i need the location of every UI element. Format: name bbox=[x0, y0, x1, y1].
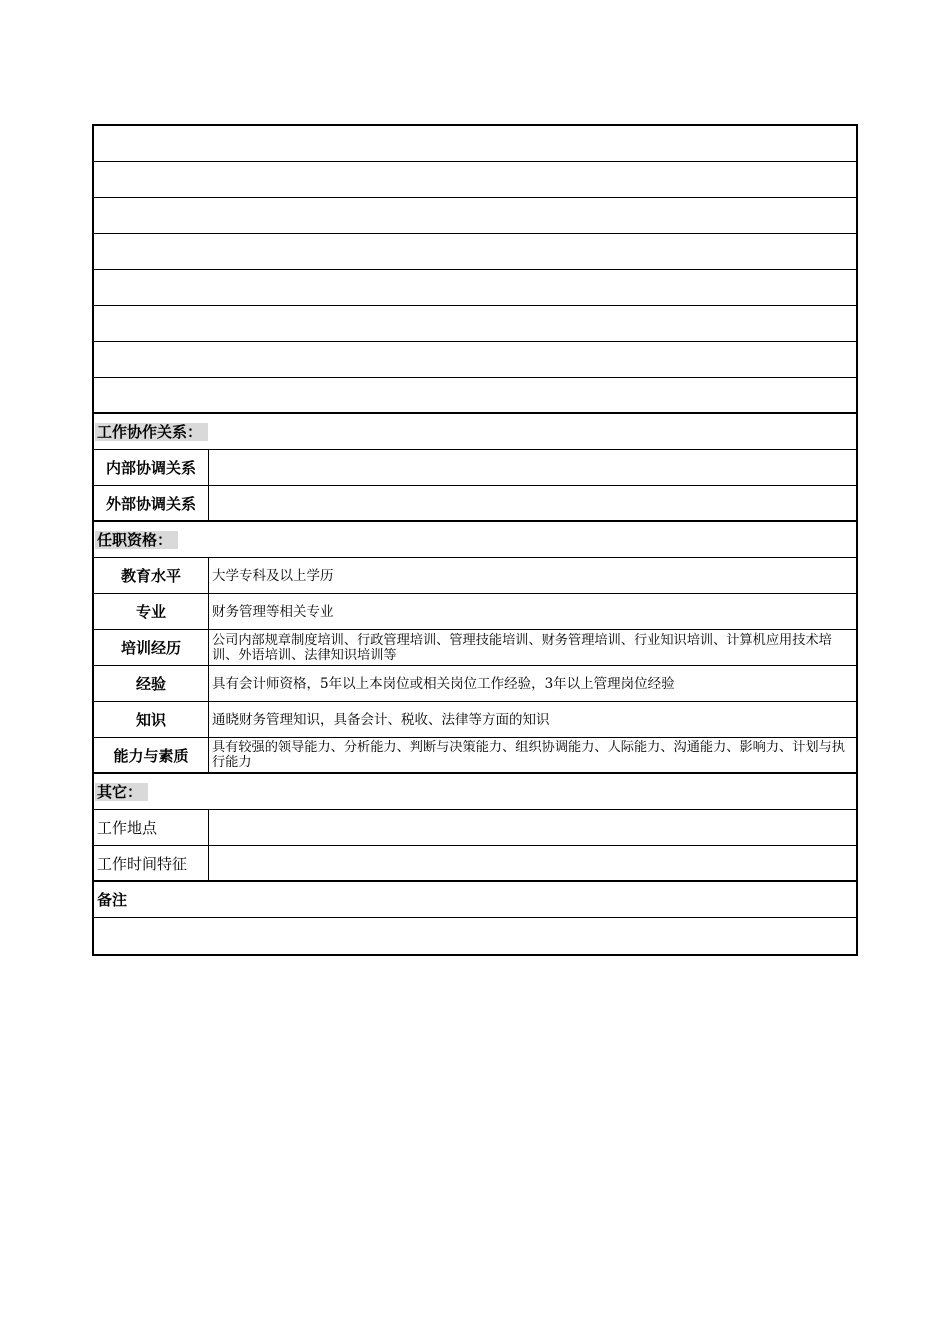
row-value bbox=[209, 846, 856, 880]
row-value: 通晓财务管理知识，具备会计、税收、法律等方面的知识 bbox=[212, 711, 550, 728]
row-value: 大学专科及以上学历 bbox=[212, 567, 334, 584]
table-row bbox=[94, 666, 856, 702]
row-label: 教育水平 bbox=[94, 558, 209, 593]
section-header-qualifications bbox=[94, 522, 856, 558]
row-label: 内部协调关系 bbox=[94, 450, 209, 485]
row-label: 工作地点 bbox=[94, 810, 209, 845]
section-header-collab bbox=[94, 414, 856, 450]
row-label: 知识 bbox=[94, 702, 209, 737]
table-row bbox=[94, 810, 856, 846]
blank-row bbox=[94, 342, 856, 378]
row-value bbox=[209, 450, 856, 485]
table-row bbox=[94, 486, 856, 522]
row-label: 经验 bbox=[94, 666, 209, 701]
table-row bbox=[94, 702, 856, 738]
section-title: 其它： bbox=[95, 783, 148, 801]
row-label: 外部协调关系 bbox=[94, 486, 209, 520]
row-value bbox=[209, 486, 856, 520]
table-row bbox=[94, 738, 856, 774]
table-row bbox=[94, 630, 856, 666]
blank-row bbox=[94, 234, 856, 270]
row-value bbox=[209, 810, 856, 845]
section-header-remarks bbox=[94, 882, 856, 918]
section-title: 备注 bbox=[97, 890, 128, 909]
row-label: 能力与素质 bbox=[94, 738, 209, 772]
section-header-other bbox=[94, 774, 856, 810]
row-value: 具有会计师资格，5年以上本岗位或相关岗位工作经验，3年以上管理岗位经验 bbox=[212, 675, 675, 692]
blank-row bbox=[94, 378, 856, 414]
remarks-content bbox=[94, 918, 856, 954]
blank-row bbox=[94, 306, 856, 342]
row-label: 培训经历 bbox=[94, 630, 209, 665]
blank-row bbox=[94, 198, 856, 234]
table-row bbox=[94, 846, 856, 882]
table-row bbox=[94, 594, 856, 630]
section-title: 工作协作关系： bbox=[95, 423, 208, 441]
blank-row bbox=[94, 270, 856, 306]
blank-row bbox=[94, 162, 856, 198]
row-value: 具有较强的领导能力、分析能力、判断与决策能力、组织协调能力、人际能力、沟通能力、影响力、计划与执行能力 bbox=[212, 740, 845, 770]
row-value: 财务管理等相关专业 bbox=[212, 603, 334, 620]
row-label: 工作时间特征 bbox=[94, 846, 209, 880]
blank-row bbox=[94, 126, 856, 162]
job-description-table bbox=[92, 124, 858, 956]
section-title: 任职资格： bbox=[95, 531, 178, 549]
row-label: 专业 bbox=[94, 594, 209, 629]
table-row bbox=[94, 558, 856, 594]
row-value: 公司内部规章制度培训、行政管理培训、管理技能培训、财务管理培训、行业知识培训、计算机应用技术培训、外语培训、法律知识培训等 bbox=[212, 632, 832, 663]
table-row bbox=[94, 450, 856, 486]
